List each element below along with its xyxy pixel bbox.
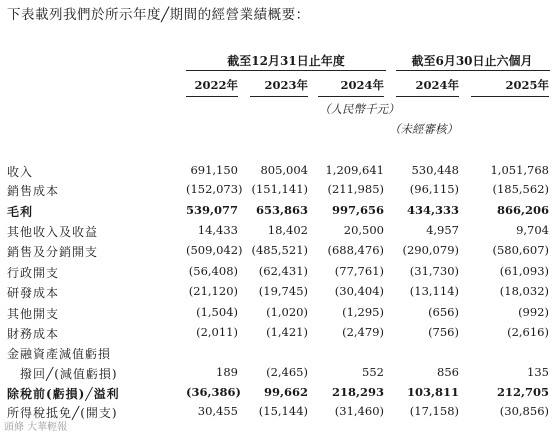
cell-value: 856 <box>437 365 459 379</box>
row-label: 銷售及分銷開支 <box>7 245 99 259</box>
intro-text: 下表載列我們於所示年度╱期間的經營業績概要： <box>7 7 310 23</box>
group-underline-year <box>186 70 386 71</box>
cell-value: 530,448 <box>411 163 459 177</box>
row-label: 其他收入及收益 <box>7 225 99 239</box>
cell-value: (2,465) <box>266 365 308 379</box>
cell-value: (96,115) <box>409 182 459 196</box>
cell-value: (992) <box>518 305 549 319</box>
cell-value: (290,079) <box>402 243 459 257</box>
year-underline <box>318 96 384 97</box>
cell-value: (185,562) <box>492 182 549 196</box>
cell-value: (19,745) <box>258 284 308 298</box>
cell-value: (30,856) <box>499 404 549 418</box>
year-2024: 2024年 <box>340 78 384 92</box>
year-underline <box>396 96 459 97</box>
header-period-group: 截至6月30日止六個月 <box>411 54 533 68</box>
cell-value: 653,863 <box>255 203 308 217</box>
cell-value: 997,656 <box>331 203 384 217</box>
row-label: 其他開支 <box>7 307 60 321</box>
row-label: 財務成本 <box>7 327 60 341</box>
cell-value: (1,504) <box>196 305 238 319</box>
cell-value: 30,455 <box>197 404 238 418</box>
cell-value: 866,206 <box>496 203 549 217</box>
cell-value: (580,607) <box>492 243 549 257</box>
cell-value: 20,500 <box>343 223 384 237</box>
cell-value: (61,093) <box>499 264 549 278</box>
cell-value: (656) <box>428 305 459 319</box>
row-label: 毛利 <box>7 205 34 219</box>
cell-value: (211,985) <box>327 182 384 196</box>
cell-value: 212,705 <box>496 385 549 399</box>
cell-value: 434,333 <box>406 203 459 217</box>
cell-value: 135 <box>527 365 549 379</box>
cell-value: (18,032) <box>499 284 549 298</box>
cell-value: 805,004 <box>260 163 308 177</box>
cell-value: (2,479) <box>342 325 384 339</box>
cell-value: 552 <box>362 365 384 379</box>
cell-value: (1,421) <box>266 325 308 339</box>
unit-label: （人民幣千元） <box>319 102 400 116</box>
cell-value: 218,293 <box>331 385 384 399</box>
cell-value: (509,042) <box>186 243 243 257</box>
header-year-group: 截至12月31日止年度 <box>227 54 345 68</box>
year-underline <box>471 96 549 97</box>
cell-value: (485,521) <box>251 243 308 257</box>
cell-value: 1,051,768 <box>490 163 549 177</box>
cell-value: (30,404) <box>334 284 384 298</box>
cell-value: (36,386) <box>186 385 241 399</box>
cell-value: (56,408) <box>188 264 238 278</box>
row-label: 銷售成本 <box>7 184 60 198</box>
cell-value: (152,073) <box>186 182 243 196</box>
cell-value: (756) <box>428 325 459 339</box>
cell-value: 1,209,641 <box>325 163 384 177</box>
cell-value: 103,811 <box>406 385 459 399</box>
cell-value: (31,730) <box>409 264 459 278</box>
unaudited-label: （未經審核） <box>389 122 458 136</box>
cell-value: (62,431) <box>258 264 308 278</box>
cell-value: 691,150 <box>190 163 238 177</box>
cell-value: (17,158) <box>409 404 459 418</box>
year-2025-h1: 2025年 <box>505 78 549 92</box>
cell-value: (2,011) <box>196 325 238 339</box>
cell-value: 189 <box>216 365 238 379</box>
cell-value: (1,020) <box>266 305 308 319</box>
row-label: 金融資產減值虧損 <box>7 347 112 361</box>
cell-value: 99,662 <box>263 385 308 399</box>
cell-value: (21,120) <box>188 284 238 298</box>
cell-value: 539,077 <box>186 203 239 217</box>
watermark: 頭條 大華輕報 <box>4 422 68 433</box>
year-2022: 2022年 <box>194 78 238 92</box>
group-underline-period <box>396 70 550 71</box>
cell-value: (2,616) <box>507 325 549 339</box>
cell-value: (688,476) <box>327 243 384 257</box>
year-2023: 2023年 <box>264 78 308 92</box>
cell-value: 9,704 <box>516 223 549 237</box>
row-label: 撥回╱(減值虧損) <box>7 367 118 381</box>
year-underline <box>250 96 308 97</box>
row-label: 除稅前(虧損)╱溢利 <box>7 387 120 401</box>
cell-value: 18,402 <box>267 223 308 237</box>
cell-value: (31,460) <box>334 404 384 418</box>
row-label: 所得稅抵免╱(開支) <box>7 406 118 420</box>
cell-value: (13,114) <box>409 284 459 298</box>
cell-value: 14,433 <box>197 223 238 237</box>
year-underline <box>186 96 238 97</box>
year-2024-h1: 2024年 <box>415 78 459 92</box>
cell-value: (15,144) <box>258 404 308 418</box>
cell-value: (77,761) <box>334 264 384 278</box>
cell-value: (151,141) <box>251 182 308 196</box>
row-label: 研發成本 <box>7 286 60 300</box>
cell-value: (1,295) <box>342 305 384 319</box>
row-label: 收入 <box>7 165 34 179</box>
row-label: 行政開支 <box>7 266 60 280</box>
cell-value: 4,957 <box>426 223 459 237</box>
